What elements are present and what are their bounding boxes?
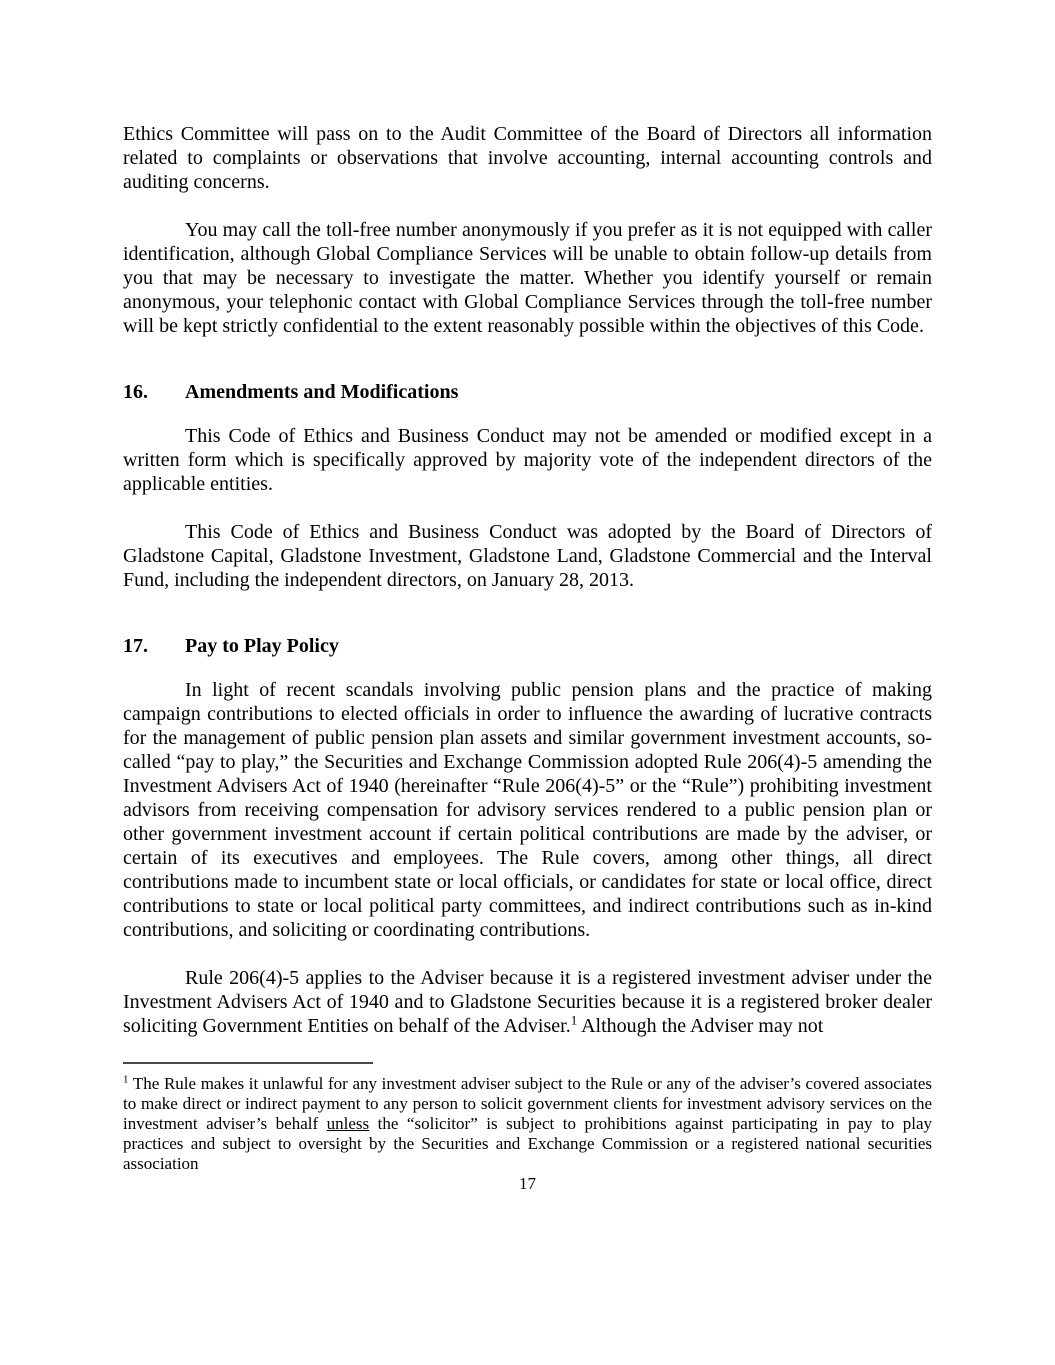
paragraph-pay-to-play-1: In light of recent scandals involving public pension plans and the practice of making campaign contributions to elected officials in order to influence the awarding of lucrative contracts for the management of public pension plan assets and similar government investment accounts, so-called “pay to play,” the Securities and Exchange Commission adopted Rule 206(4)-5 amending the Investment Advisers Act of 1940 (hereinafter “Rule 206(4)-5” or the “Rule”) prohibiting investment advisors from receiving compensation for advisory services rendered to a public pension plan or other government investment account if certain political contributions are made by the adviser, or certain of its executives and employees. The Rule covers, among other things, all direct contributions made to incumbent state or local officials, or candidates for state or local office, direct contributions to state or local political party committees, and indirect contributions such as in-kind contributions, and soliciting or coordinating contributions.	[123, 679, 932, 941]
paragraph-text-before-ref: Rule 206(4)-5 applies to the Adviser because it is a registered investment adviser under the Investment Advisers Act of 1940 and to Gladstone Securities because it is a registered broker dealer soliciting Government Entities on behalf of the Adviser.	[123, 967, 932, 1037]
paragraph-pay-to-play-2	[123, 966, 932, 1038]
footnote-text-before: The Rule makes it unlawful for any investment adviser subject to the Rule or any of the adviser’s covered associates to make direct or indirect payment to any person to solicit government clients for investment advisory services on the investment adviser’s behalf	[123, 1074, 932, 1133]
paragraph-toll-free: You may call the toll-free number anonymously if you prefer as it is not equipped with caller identification, although Global Compliance Services will be unable to obtain follow-up details from you that may be necessary to investigate the matter. Whether you identify yourself or remain anonymous, your telephonic contact with Global Compliance Services through the toll-free number will be kept strictly confidential to the extent reasonably possible within the objectives of this Code.	[123, 219, 932, 337]
footnote-marker: 1	[123, 1073, 129, 1086]
section-number: 16.	[123, 381, 148, 403]
footnote-area	[123, 1062, 932, 1174]
footnote-reference: 1	[570, 1012, 578, 1028]
paragraph-amendments-2: This Code of Ethics and Business Conduct was adopted by the Board of Directors of Gladstone Capital, Gladstone Investment, Gladstone Land, Gladstone Commercial and the Interval Fund, including the independent directors, on January 28, 2013.	[123, 521, 932, 591]
section-number: 17.	[123, 635, 148, 657]
section-heading-17	[123, 634, 932, 658]
section-heading-16	[123, 380, 932, 404]
footnote-separator	[123, 1062, 373, 1064]
section-title: Amendments and Modifications	[185, 381, 459, 403]
paragraph-text-after-ref: Although the Adviser may not	[577, 1015, 824, 1037]
footnote-text	[123, 1074, 932, 1174]
page-number: 17	[519, 1174, 536, 1193]
paragraph-amendments-1: This Code of Ethics and Business Conduct may not be amended or modified except in a written form which is specifically approved by majority vote of the independent directors of the applicable entities.	[123, 425, 932, 495]
paragraph-continuation: Ethics Committee will pass on to the Audit Committee of the Board of Directors all information related to complaints or observations that involve accounting, internal accounting controls and auditing concerns.	[123, 123, 932, 193]
footnote-underlined-word: unless	[326, 1114, 370, 1133]
footnote-text-after: the “solicitor” is subject to prohibitions against participating in pay to play practices and subject to oversight by the Securities and Exchange Commission or a registered national securities association	[123, 1114, 932, 1173]
section-title: Pay to Play Policy	[185, 635, 339, 657]
